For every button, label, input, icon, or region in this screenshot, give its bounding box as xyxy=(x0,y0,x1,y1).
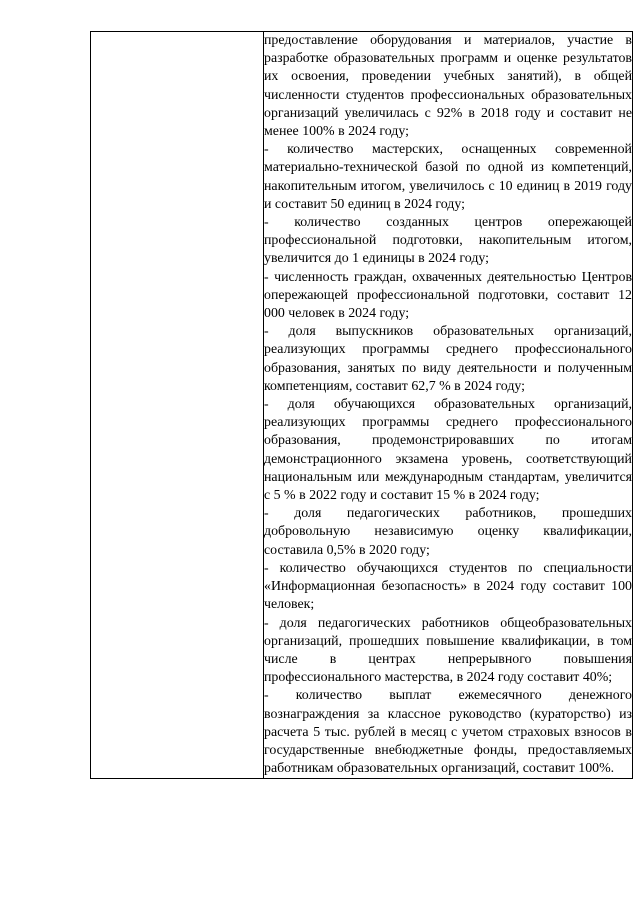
table-row xyxy=(91,32,633,779)
indicator-paragraph: - количество обучающихся студентов по специальности «Информационная безопасность» в 2024 году составит 100 человек; xyxy=(264,560,632,613)
indicator-paragraph: - численность граждан, охваченных деятельностью Центров опережающей профессиональной подготовки, составит 12 000 человек в 2024 году; xyxy=(264,269,632,322)
indicator-paragraph: - количество созданных центров опережающей профессиональной подготовки, накопительным итогом, увеличится до 1 единицы в 2024 году; xyxy=(264,215,632,267)
indicator-paragraph: предоставление оборудования и материалов, участие в разработке образовательных программ и оценке результатов их освоения, проведении учебных занятий), в общей численности студентов профессиональных образовательных организаций увеличилась с 92% в 2018 году и составит не менее 100% в 2024 году; xyxy=(264,33,632,140)
indicator-paragraph: - количество мастерских, оснащенных современной материально-технической базой по одной из компетенций, накопительным итогом, увеличилось с 10 единиц в 2019 году и составит 50 единиц в 2024 году; xyxy=(264,142,632,212)
indicator-paragraph: - доля педагогических работников, прошедших добровольную независимую оценку квалификации, составила 0,5% в 2020 году; xyxy=(264,506,632,558)
table-cell-right xyxy=(264,32,633,779)
table-cell-left xyxy=(91,32,264,779)
indicator-paragraph: - доля выпускников образовательных организаций, реализующих программы среднего профессионального образования, занятых по виду деятельности и полученным компетенциям, составит 62,7 % в 2024 году; xyxy=(264,324,632,394)
indicator-paragraph: - количество выплат ежемесячного денежного вознаграждения за классное руководство (кураторство) из расчета 5 тыс. рублей в месяц с учетом страховых взносов в государственные внебюджетные фонды, предоставляемых работникам образовательных организаций, составит 100%. xyxy=(264,688,632,777)
indicator-paragraph: - доля обучающихся образовательных организаций, реализующих программы среднего профессионального образования, продемонстрировавших по итогам демонстрационного экзамена уровень, соответствующий национальным или международным стандартам, увеличится с 5 % в 2022 году и составит 15 % в 2024 году; xyxy=(264,397,632,504)
indicator-paragraph: - доля педагогических работников общеобразовательных организаций, прошедших повышение квалификации, в том числе в центрах непрерывного повышения профессионального мастерства, в 2024 году составит 40%; xyxy=(264,615,632,686)
indicators-table xyxy=(90,31,633,779)
